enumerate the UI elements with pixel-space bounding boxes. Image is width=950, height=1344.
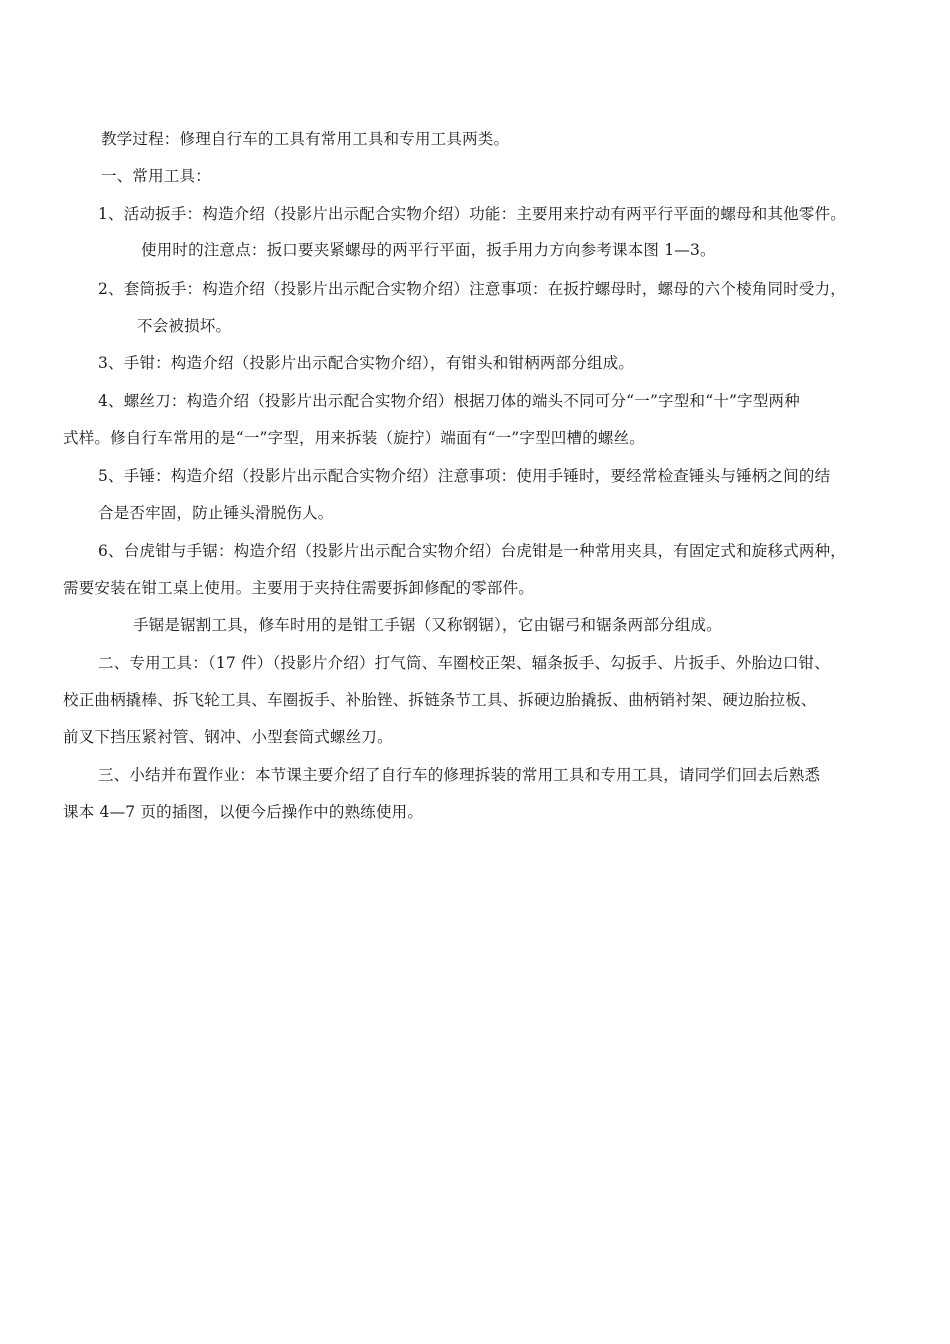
section-three-line-1: 三、小结并布置作业：本节课主要介绍了自行车的修理拆装的常用工具和专用工具，请同学们回去后熟悉 <box>98 766 821 784</box>
item-5-line-2: 合是否牢固，防止锤头滑脱伤人。 <box>98 504 334 522</box>
intro-line: 教学过程：修理自行车的工具有常用工具和专用工具两类。 <box>101 130 510 148</box>
handsaw-line: 手锯是锯割工具，修车时用的是钳工手锯（又称钢锯），它由锯弓和锯条两部分组成。 <box>133 616 722 634</box>
section-two-line-3: 前叉下挡压紧衬管、钢冲、小型套筒式螺丝刀。 <box>63 728 393 746</box>
section-three-line-2: 课本 4—7 页的插图，以便今后操作中的熟练使用。 <box>63 803 424 821</box>
item-1-line-2: 使用时的注意点：扳口要夹紧螺母的两平行平面，扳手用力方向参考课本图 1—3。 <box>141 241 716 259</box>
item-1-line-1: 1、活动扳手：构造介绍（投影片出示配合实物介绍）功能：主要用来拧动有两平行平面的螺母和其他零件。 <box>98 205 846 223</box>
section-two-line-2: 校正曲柄撬棒、拆飞轮工具、车圈扳手、补胎锉、拆链条节工具、拆硬边胎撬扳、曲柄销衬架、硬边胎拉板、 <box>63 691 817 709</box>
section-two-line-1: 二、专用工具：（17 件）（投影片介绍）打气筒、车圈校正架、辐条扳手、勾扳手、片扳手、外胎边口钳、 <box>98 654 830 672</box>
item-6-line-1: 6、台虎钳与手锯：构造介绍（投影片出示配合实物介绍）台虎钳是一种常用夹具，有固定式和旋移式两种， <box>98 542 846 560</box>
item-2-line-1: 2、套筒扳手：构造介绍（投影片出示配合实物介绍）注意事项：在扳拧螺母时，螺母的六个棱角同时受力， <box>98 280 846 298</box>
item-6-line-2: 需要安装在钳工桌上使用。主要用于夹持住需要拆卸修配的零部件。 <box>63 579 535 597</box>
section-one-heading: 一、常用工具： <box>101 167 211 185</box>
item-4-line-2: 式样。修自行车常用的是“一”字型，用来拆装（旋拧）端面有“一”字型凹槽的螺丝。 <box>63 429 645 447</box>
item-3-line: 3、手钳：构造介绍（投影片出示配合实物介绍），有钳头和钳柄两部分组成。 <box>98 354 635 372</box>
item-5-line-1: 5、手锤：构造介绍（投影片出示配合实物介绍）注意事项：使用手锤时，要经常检查锤头与锤柄之间的结 <box>98 467 831 485</box>
item-4-line-1: 4、螺丝刀：构造介绍（投影片出示配合实物介绍）根据刀体的端头不同可分“一”字型和“十”字型两种 <box>98 392 800 410</box>
item-2-line-2: 不会被损坏。 <box>137 317 232 335</box>
